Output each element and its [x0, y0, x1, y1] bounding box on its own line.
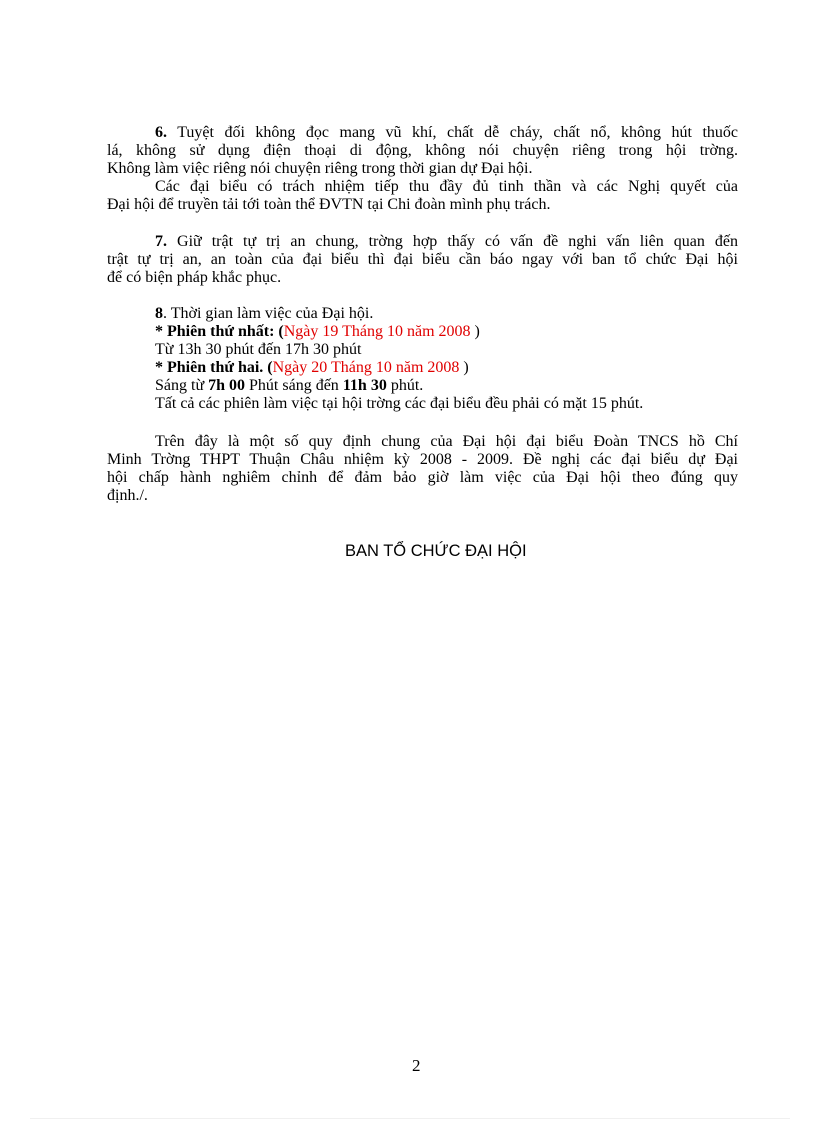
closing-line-2: Minh Trờng THPT Thuận Châu nhiệm kỳ 2008 - 2009. Đề nghị các đại biểu dự Đại	[107, 451, 738, 468]
section-6-line-5: Đại hội để truyền tải tới toàn thể ĐVTN tại Chi đoàn mình phụ trách.	[107, 196, 551, 213]
session-2-time-c: Phút sáng đến	[245, 377, 343, 394]
section-7-number: 7.	[155, 233, 167, 250]
section-8-line-1	[155, 305, 373, 323]
section-7-line-1	[155, 233, 738, 251]
section-8-number: 8	[155, 305, 163, 322]
session-2-label: * Phiên thứ hai. (	[155, 359, 273, 376]
session-2-start: 7h 00	[208, 377, 246, 394]
session-2-close: )	[459, 359, 469, 376]
session-2-date: Ngày 20 Tháng 10 năm 2008	[272, 359, 460, 376]
section-6-line-3: Không làm việc riêng nói chuyện riêng trong thời gian dự Đại hội.	[107, 160, 533, 177]
closing-line-1: Trên đây là một số quy định chung của Đại hội đại biểu Đoàn TNCS hồ Chí	[155, 433, 738, 450]
session-1-heading	[155, 323, 480, 341]
section-6-line-4: Các đại biểu có trách nhiệm tiếp thu đầy đủ tinh thần và các Nghị quyết của	[155, 178, 738, 195]
section-6-line-2: lá, không sử dụng điện thoại di động, không nói chuyện riêng trong hội trờng.	[107, 142, 738, 159]
section-6-number: 6.	[155, 124, 167, 141]
section-7-line-3: để có biện pháp khắc phục.	[107, 269, 282, 286]
section-6-line-1	[155, 124, 738, 142]
session-1-date: Ngày 19 Tháng 10 năm 2008	[283, 323, 471, 340]
section-7-text: Giữ trật tự trị an chung, trờng hợp thấy có vấn đề nghi vấn liên quan đến	[167, 233, 738, 250]
page-bottom-divider	[30, 1118, 790, 1119]
session-2-heading	[155, 359, 469, 377]
session-2-time-e: phút.	[386, 377, 424, 394]
closing-line-4: định./.	[107, 487, 148, 504]
session-2-time	[155, 377, 423, 395]
organizing-committee-signature: BAN TỔ CHỨC ĐẠI HỘI	[345, 542, 527, 560]
session-2-end: 11h 30	[342, 377, 387, 394]
attendance-note: Tất cả các phiên làm việc tại hội trờng các đại biểu đều phải có mặt 15 phút.	[155, 395, 644, 412]
closing-line-3: hội chấp hành nghiêm chỉnh để đảm bảo giờ làm việc của Đại hội theo đúng quy	[107, 469, 738, 486]
session-1-time: Từ 13h 30 phút đến 17h 30 phút	[155, 341, 362, 358]
session-2-time-a: Sáng từ	[155, 377, 209, 394]
page-number: 2	[412, 1056, 421, 1075]
section-6-text: Tuyệt đối không đọc mang vũ khí, chất dễ cháy, chất nổ, không hút thuốc	[167, 124, 738, 141]
section-8-text: . Thời gian làm việc của Đại hội.	[163, 305, 374, 322]
section-7-line-2: trật tự trị an, an toàn của đại biểu thì đại biểu cần báo ngay với ban tổ chức Đại hội	[107, 251, 738, 268]
session-1-label: * Phiên thứ nhất: (	[155, 323, 284, 340]
session-1-close: )	[470, 323, 480, 340]
